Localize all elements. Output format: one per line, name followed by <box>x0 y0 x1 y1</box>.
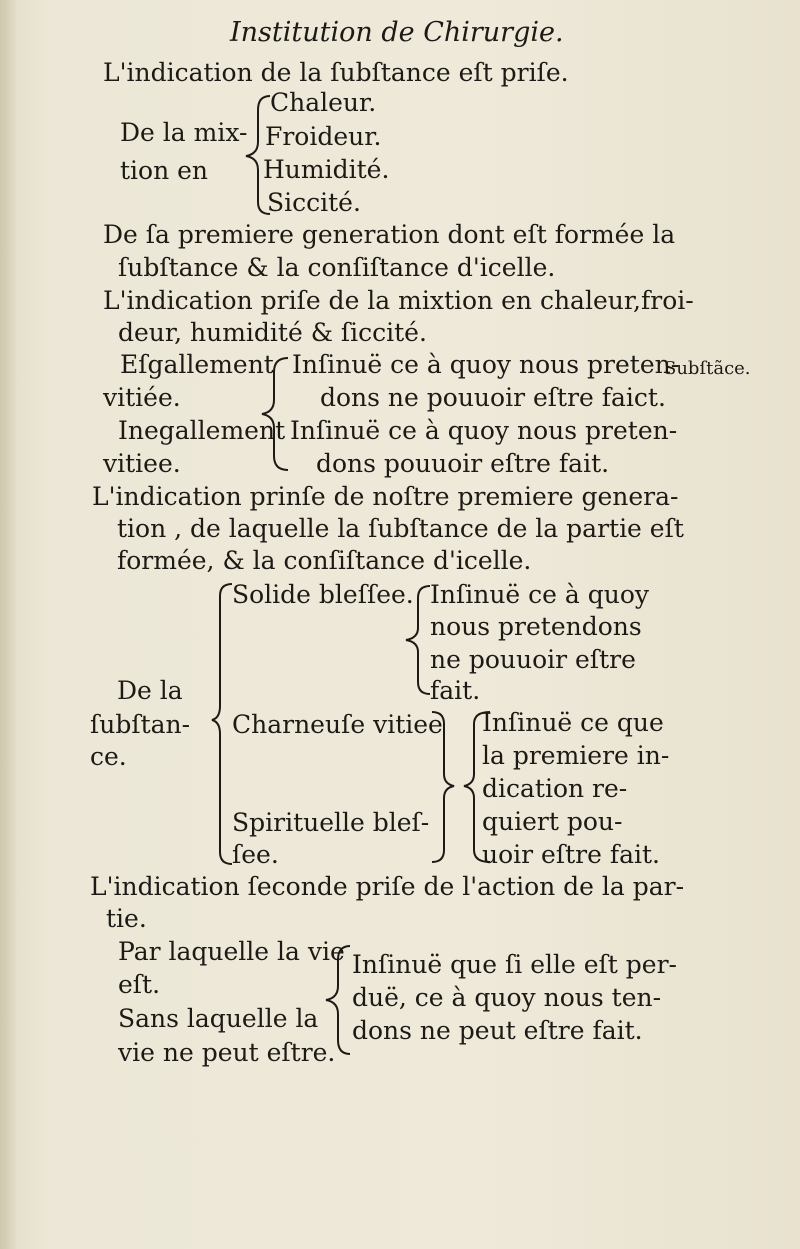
brace-label: eſt. <box>118 970 161 999</box>
text-line: ne pouuoir eſtre <box>430 645 636 674</box>
text-line: formée, & la conſiſtance d'icelle. <box>117 546 532 575</box>
text-line: fait. <box>430 676 481 705</box>
text-line: la premiere in- <box>482 741 670 770</box>
text-line: dons ne pouuoir eſtre faict. <box>320 383 666 412</box>
brace-label: ce. <box>90 742 127 771</box>
brace-label: De la mix- <box>120 118 248 147</box>
text-line: nous pretendons <box>430 612 642 641</box>
curly-brace <box>400 582 434 698</box>
brace-label: vitiée. <box>103 383 181 412</box>
text-line: L'indication priſe de la mixtion en chaleur,froi- <box>103 286 694 315</box>
text-line: Spirituelle bleſ- <box>232 808 430 837</box>
text-line: Inſinuë ce à quoy <box>430 580 650 609</box>
brace-label: vie ne peut eſtre. <box>118 1038 336 1067</box>
brace-label: ſubſtan- <box>90 710 191 739</box>
brace-label: vitiee. <box>103 449 181 478</box>
brace-label: Par laquelle la vie <box>118 937 345 966</box>
list-item: Humidité. <box>263 155 390 184</box>
running-title: Institution de Chirurgie. <box>230 17 564 48</box>
text-line: Solide bleſſee. <box>232 580 414 609</box>
text-line: dons pouuoir eſtre fait. <box>316 449 610 478</box>
text-line: dons ne peut eſtre fait. <box>352 1016 643 1045</box>
brace-label: Eſgallement <box>120 350 274 379</box>
text-line: L'indication prinſe de noſtre premiere genera- <box>92 482 679 511</box>
margin-note: Subſtãce. <box>664 358 751 379</box>
text-line: ſubſtance & la conſiſtance d'icelle. <box>118 253 556 282</box>
list-item: Froideur. <box>265 122 382 151</box>
text-line: tion , de laquelle la ſubſtance de la partie eſt <box>117 514 684 543</box>
text-line: dication re- <box>482 774 628 803</box>
text-line: uoir eſtre fait. <box>482 840 660 869</box>
text-line: tie. <box>106 904 147 933</box>
text-line: Inſinuë ce que <box>482 708 664 737</box>
brace-label: Sans laquelle la <box>118 1004 319 1033</box>
text-line: quiert pou- <box>482 807 623 836</box>
text-line: L'indication ſeconde priſe de l'action de la par- <box>90 872 685 901</box>
curly-brace <box>256 348 294 478</box>
text-line: Charneuſe vitiee <box>232 710 443 739</box>
brace-label: De la <box>117 676 183 705</box>
text-line: Inſinuë ce à quoy nous preten- <box>292 350 680 379</box>
text-line: ſee. <box>232 840 279 869</box>
text-line: Inſinuë que ſi elle eſt per- <box>352 950 677 979</box>
text-line: duë, ce à quoy nous ten- <box>352 983 662 1012</box>
section-heading: L'indication de la ſubſtance eſt priſe. <box>103 58 569 87</box>
text-line: deur, humidité & ſiccité. <box>118 318 427 347</box>
text-line: Inſinuë ce à quoy nous preten- <box>290 416 678 445</box>
text-line: De ſa premiere generation dont eſt formée la <box>103 220 676 249</box>
curly-brace <box>320 942 356 1058</box>
page-shadow <box>0 0 18 1249</box>
list-item: Siccité. <box>267 188 361 217</box>
brace-label: tion en <box>120 156 209 185</box>
brace-label: Inegallement <box>118 416 286 445</box>
list-item: Chaleur. <box>270 88 377 117</box>
